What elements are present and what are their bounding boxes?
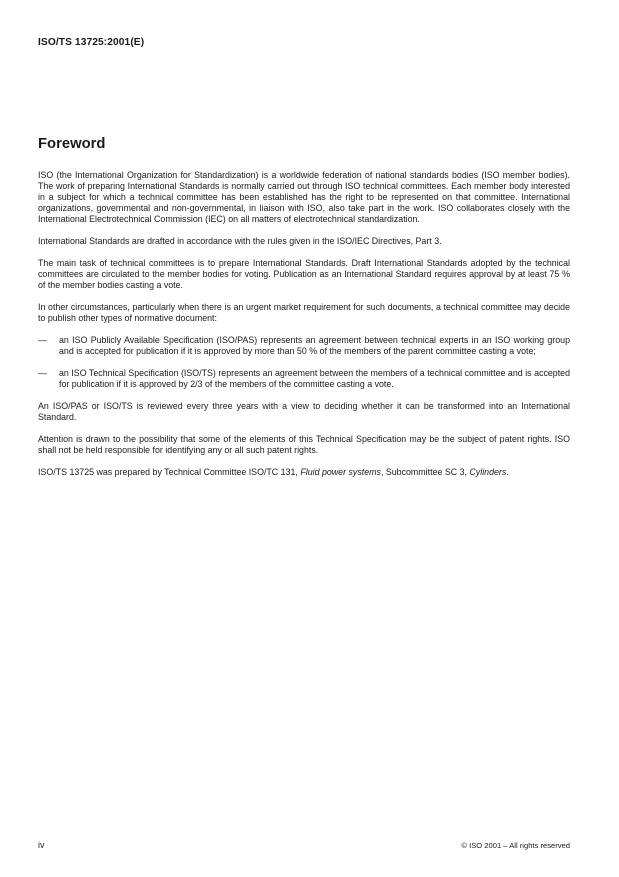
subcommittee-title: Cylinders	[469, 467, 507, 477]
subcommittee-text: , Subcommittee SC 3,	[380, 467, 470, 477]
list-item-ts	[38, 368, 570, 390]
copyright-notice: © ISO 2001 – All rights reserved	[461, 841, 570, 850]
foreword-body	[38, 170, 570, 489]
page-title: Foreword	[38, 136, 106, 152]
period: .	[506, 467, 509, 477]
paragraph-iso-intro: ISO (the International Organization for Standardization) is a worldwide federation of national standards bodies (ISO member bodies). The work of preparing International Standards is normally carried out through ISO technical committees. Each member body interested in a subject for which a technical committee has been established has the right to be represented on that committee. International organizations, governmental and non-governmental, in liaison with ISO, also take part in the work. ISO collaborates closely with the International Electrotechnical Commission (IEC) on all matters of electrotechnical standardization.	[38, 170, 570, 224]
list-item-ts-text: an ISO Technical Specification (ISO/TS) represents an agreement between the members of a technical committee and is accepted for publication if it is approved by 2/3 of the members of the committee casting a vote.	[59, 368, 570, 389]
document-id: ISO/TS 13725:2001(E)	[38, 37, 145, 48]
paragraph-other-circumstances: In other circumstances, particularly when there is an urgent market requirement for such documents, a technical committee may decide to publish other types of normative document:	[38, 302, 570, 323]
dash-bullet: —	[38, 368, 47, 378]
list-item-pas-text: an ISO Publicly Available Specification (ISO/PAS) represents an agreement between technical experts in an ISO working group and is accepted for publication if it is approved by more than 50 % of the members of the parent committee casting a vote;	[59, 335, 570, 356]
paragraph-patent: Attention is drawn to the possibility that some of the elements of this Technical Specification may be the subject of patent rights. ISO shall not be held responsible for identifying any or all such patent rights.	[38, 434, 570, 455]
prepared-by-text: ISO/TS 13725 was prepared by Technical Committee ISO/TC 131,	[38, 467, 301, 477]
list-item-pas	[38, 335, 570, 357]
paragraph-directives: International Standards are drafted in accordance with the rules given in the ISO/IEC Directives, Part 3.	[38, 236, 442, 246]
paragraph-main-task: The main task of technical committees is to prepare International Standards. Draft International Standards adopted by the technical committees are circulated to the member bodies for voting. Publication as an International Standard requires approval by at least 75 % of the member bodies casting a vote.	[38, 258, 570, 290]
paragraph-review: An ISO/PAS or ISO/TS is reviewed every three years with a view to deciding whether it can be transformed into an International Standard.	[38, 401, 570, 422]
paragraph-prepared-by	[38, 467, 570, 478]
committee-title: Fluid power systems	[300, 467, 381, 477]
dash-bullet: —	[38, 335, 47, 345]
page-number: iv	[38, 840, 45, 850]
